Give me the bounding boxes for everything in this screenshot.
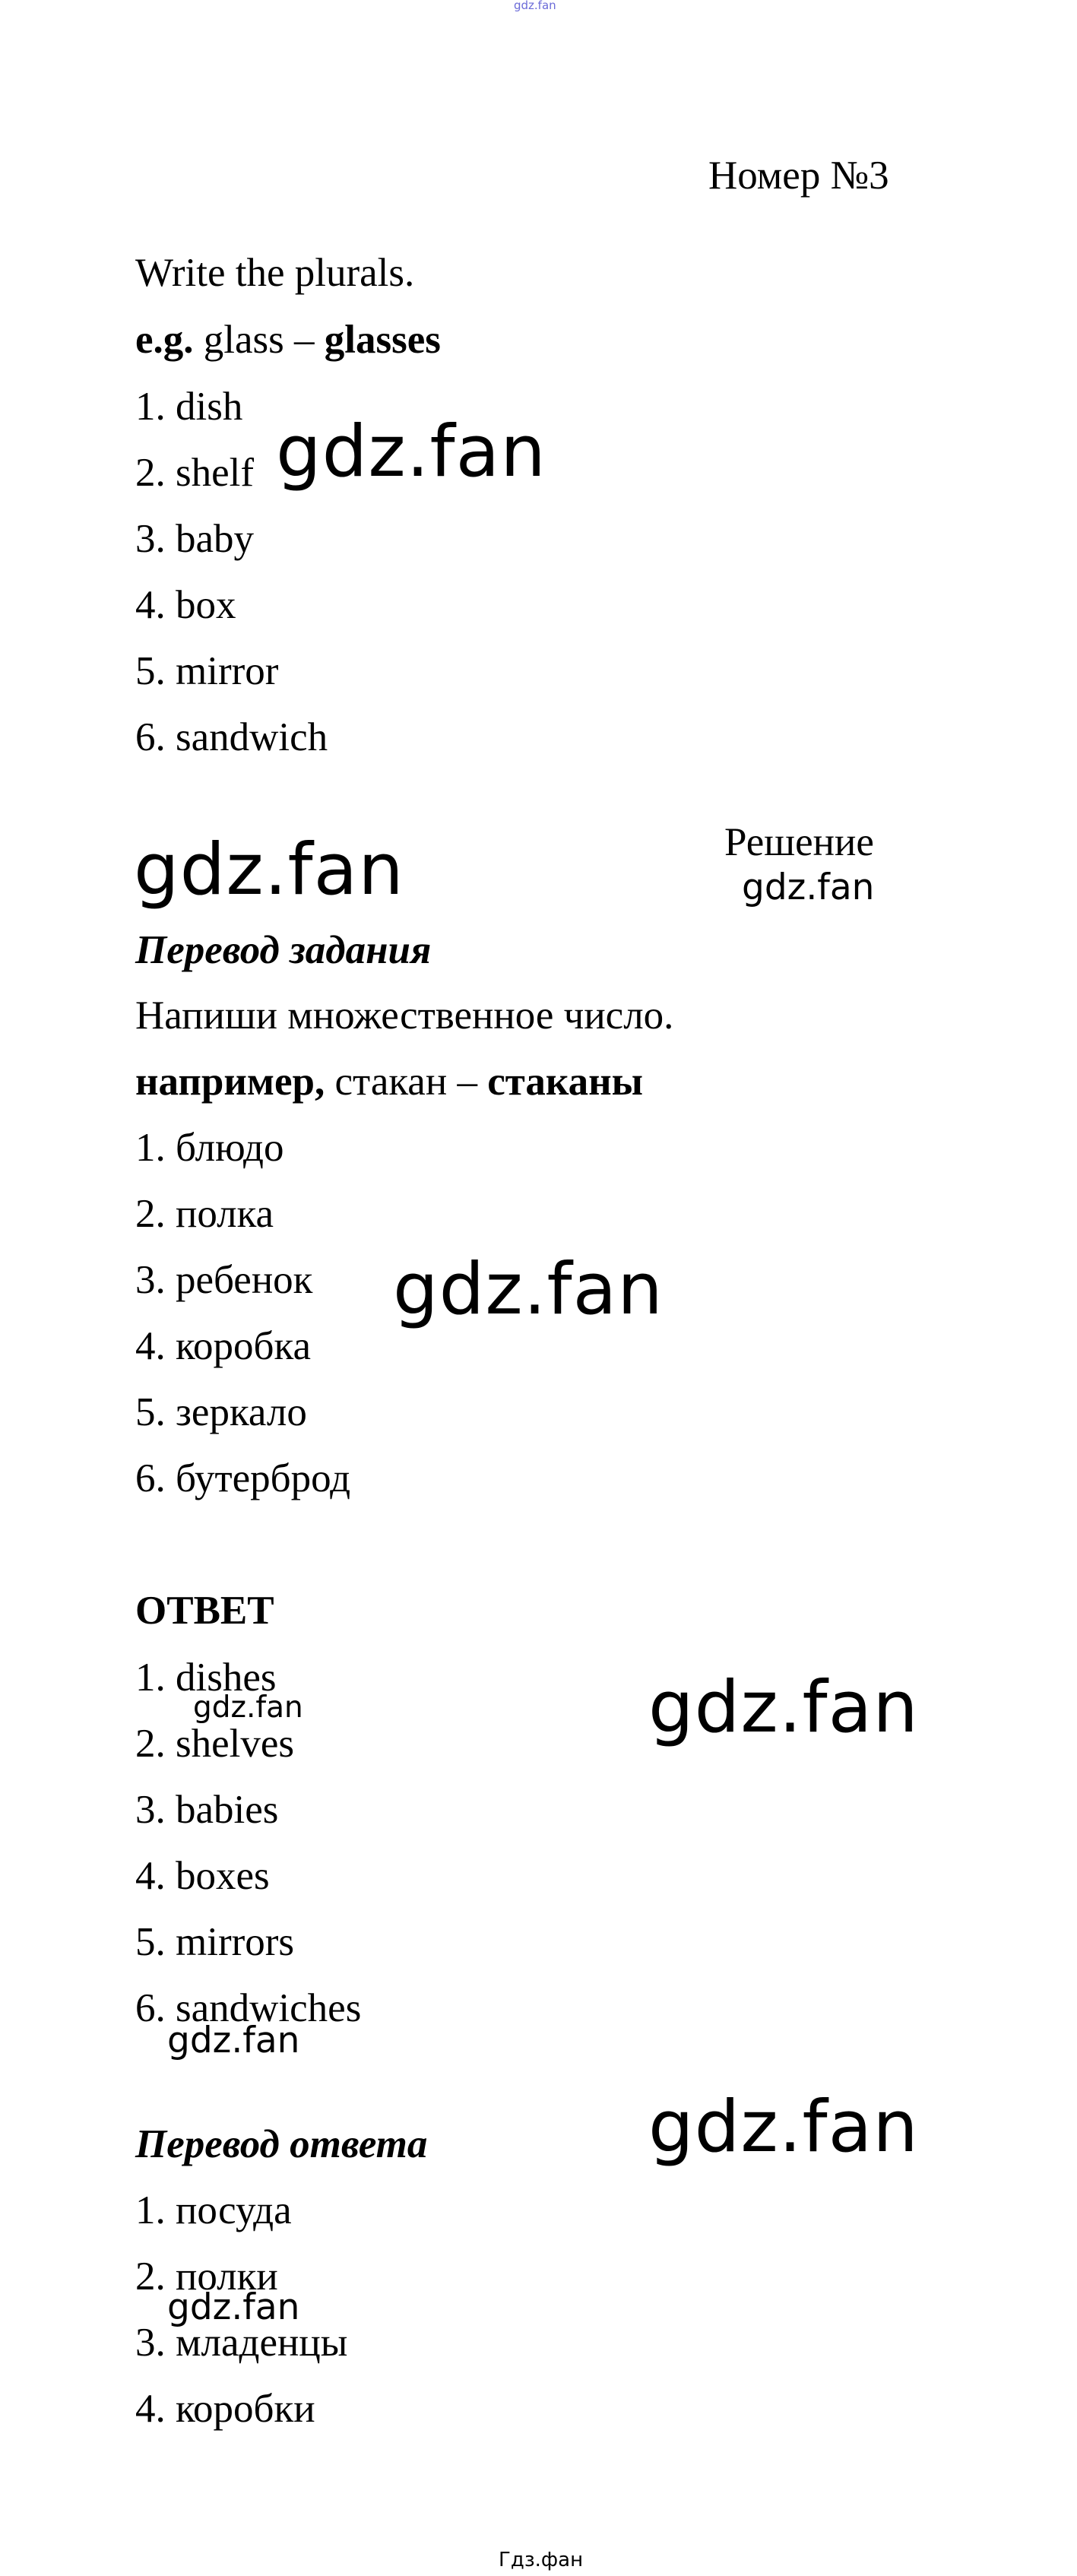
translation-answer-item: 2. полки — [135, 2254, 278, 2299]
translation-task-instruction: Напиши множественное число. — [135, 993, 674, 1038]
watermark: gdz.fan — [276, 410, 546, 493]
task-item: 2. shelf — [135, 451, 255, 495]
translation-answer-item: 4. коробки — [135, 2387, 315, 2431]
watermark: gdz.fan — [648, 1666, 919, 1749]
task-item: 6. sandwich — [135, 715, 328, 759]
answer-item: 2. shelves — [135, 1722, 295, 1766]
task-item: 5. mirror — [135, 649, 279, 693]
translation-answer-item: 3. младенцы — [135, 2321, 348, 2365]
task-example — [135, 320, 441, 360]
task-item: 1. dish — [135, 385, 243, 429]
answer-item: 6. sandwiches — [135, 1986, 362, 2030]
translation-example-answer: стаканы — [487, 1060, 644, 1104]
translation-task-item: 2. полка — [135, 1192, 274, 1236]
watermark: gdz.fan — [167, 2286, 300, 2328]
watermark: gdz.fan — [167, 2020, 300, 2061]
watermark: gdz.fan — [193, 1690, 303, 1725]
task-item: 4. box — [135, 583, 236, 627]
answer-item: 4. boxes — [135, 1854, 270, 1898]
translation-task-item: 5. зеркало — [135, 1390, 307, 1434]
solution-label: Решение — [724, 820, 874, 864]
answer-heading: ОТВЕТ — [135, 1589, 274, 1633]
translation-example-word: стакан – — [325, 1060, 488, 1104]
translation-answer-item: 1. посуда — [135, 2188, 292, 2232]
example-answer: glasses — [324, 318, 441, 362]
footer-watermark: Гдз.фан — [499, 2549, 584, 2571]
answer-item: 3. babies — [135, 1788, 279, 1832]
translation-example-prefix: например, — [135, 1060, 325, 1104]
task-instruction: Write the plurals. — [135, 251, 415, 295]
translation-task-example — [135, 1062, 643, 1102]
translation-task-item: 4. коробка — [135, 1324, 311, 1368]
example-word: glass – — [193, 318, 325, 362]
translation-answer-heading: Перевод ответа — [135, 2122, 428, 2166]
watermark: gdz.fan — [742, 867, 875, 908]
answer-item: 1. dishes — [135, 1656, 277, 1700]
translation-task-item: 6. бутерброд — [135, 1456, 351, 1500]
watermark: gdz.fan — [393, 1248, 664, 1331]
translation-task-heading: Перевод задания — [135, 928, 432, 972]
task-item: 3. baby — [135, 517, 255, 561]
example-prefix: e.g. — [135, 318, 194, 362]
translation-task-item: 3. ребенок — [135, 1258, 313, 1302]
task-number: Номер №3 — [708, 154, 889, 198]
answer-item: 5. mirrors — [135, 1920, 295, 1964]
watermark: gdz.fan — [648, 2086, 919, 2169]
top-watermark: gdz.fan — [514, 0, 556, 12]
translation-task-item: 1. блюдо — [135, 1126, 284, 1170]
watermark: gdz.fan — [134, 829, 404, 911]
